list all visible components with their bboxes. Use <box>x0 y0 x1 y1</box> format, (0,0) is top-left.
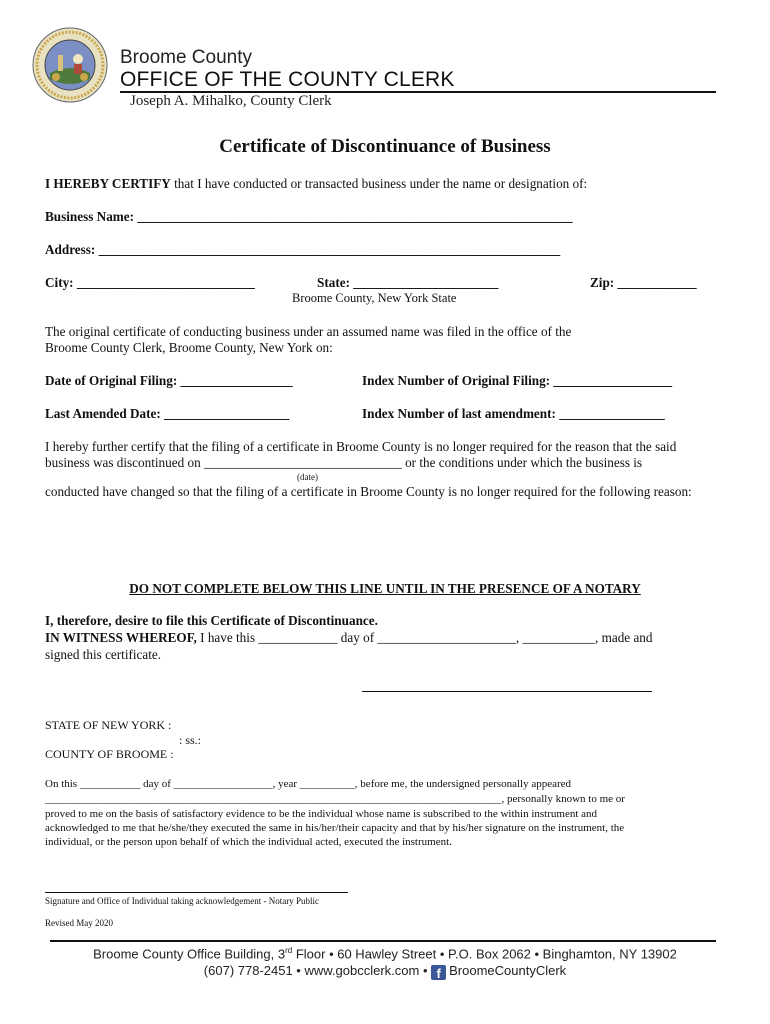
witness-line-3: signed this certificate. <box>45 647 162 662</box>
address-field[interactable]: Address: ______________________________________________________________________ <box>45 242 561 257</box>
document-title: Certificate of Discontinuance of Business <box>219 136 551 157</box>
further-text-2[interactable]: business was discontinued on ______________________________ or the conditions under which the business is <box>45 455 643 470</box>
ack-line-2[interactable]: ___________________________________________________________________________________, personally known to me or <box>45 793 625 805</box>
state-note: Broome County, New York State <box>292 291 457 305</box>
footer-address: Broome County Office Building, 3rd Floor • 60 Hawley Street • P.O. Box 2062 • Binghamton, NY 13902 <box>93 946 677 962</box>
clerk-name: Joseph A. Mihalko, County Clerk <box>130 93 332 109</box>
ack-line-1[interactable]: On this ___________ day of __________________, year __________, before me, the undersigned personally appeared <box>45 778 572 790</box>
original-filing-date-field[interactable]: Date of Original Filing: _________________ <box>45 373 293 388</box>
venue-ss: : ss.: <box>179 733 202 747</box>
certify-lead: I HEREBY CERTIFY <box>45 176 171 191</box>
revised-date: Revised May 2020 <box>45 918 113 928</box>
certify-text: that I have conducted or transacted business under the name or designation of: <box>174 176 588 191</box>
date-caption: (date) <box>297 472 318 482</box>
original-filing-text-1: The original certificate of conducting business under an assumed name was filed in the office of the <box>45 324 572 339</box>
footer-phone-web: (607) 778-2451 • www.gobcclerk.com • <box>203 963 428 978</box>
notary-divider: DO NOT COMPLETE BELOW THIS LINE UNTIL IN THE PRESENCE OF A NOTARY <box>129 581 641 596</box>
witness-line-1: I, therefore, desire to file this Certificate of Discontinuance. <box>45 613 378 628</box>
ack-line-5: individual, or the person upon behalf of which the individual acted, executed the instrument. <box>45 836 452 848</box>
signature-line[interactable] <box>362 691 652 692</box>
zip-field[interactable]: Zip: ____________ <box>590 275 697 290</box>
county-name: Broome County <box>120 47 253 68</box>
business-name-field[interactable]: Business Name: __________________________________________________________________ <box>45 209 573 224</box>
footer-rule <box>50 940 716 942</box>
witness-lead: IN WITNESS WHEREOF, <box>45 630 197 645</box>
county-seal-logo <box>32 27 108 103</box>
state-field[interactable]: State: ______________________ <box>317 275 499 290</box>
amended-index-field[interactable]: Index Number of last amendment: ________________ <box>362 406 665 421</box>
ack-line-3: proved to me on the basis of satisfactory evidence to be the individual whose name is subscribed to the within instrument and <box>45 808 598 820</box>
venue-county: COUNTY OF BROOME : <box>45 747 174 761</box>
office-name: OFFICE OF THE COUNTY CLERK <box>120 68 455 91</box>
venue-state: STATE OF NEW YORK : <box>45 718 172 732</box>
witness-text: I have this ____________ day of _____________________, ___________, made and <box>200 630 653 645</box>
footer-contact <box>0 963 770 980</box>
facebook-link[interactable]: BroomeCountyClerk <box>449 963 567 978</box>
city-field[interactable]: City: ___________________________ <box>45 275 255 290</box>
further-text-1: I hereby further certify that the filing of a certificate in Broome County is no longer required for the reason that the said <box>45 439 677 454</box>
certify-statement <box>45 176 587 192</box>
original-index-field[interactable]: Index Number of Original Filing: __________________ <box>362 373 673 388</box>
amended-date-field[interactable]: Last Amended Date: ___________________ <box>45 406 290 421</box>
notary-signature-line[interactable] <box>45 892 348 893</box>
original-filing-text-2: Broome County Clerk, Broome County, New York on: <box>45 340 333 355</box>
further-text-3: conducted have changed so that the filing of a certificate in Broome County is no longer required for the following reason: <box>45 484 692 499</box>
witness-line-2[interactable] <box>45 630 653 646</box>
signature-caption: Signature and Office of Individual taking acknowledgement - Notary Public <box>45 896 320 906</box>
ack-line-4: acknowledged to me that he/she/they executed the same in his/her/their capacity and that by his/her signature on the instrument, the <box>45 822 625 834</box>
facebook-icon[interactable]: f <box>431 965 446 980</box>
